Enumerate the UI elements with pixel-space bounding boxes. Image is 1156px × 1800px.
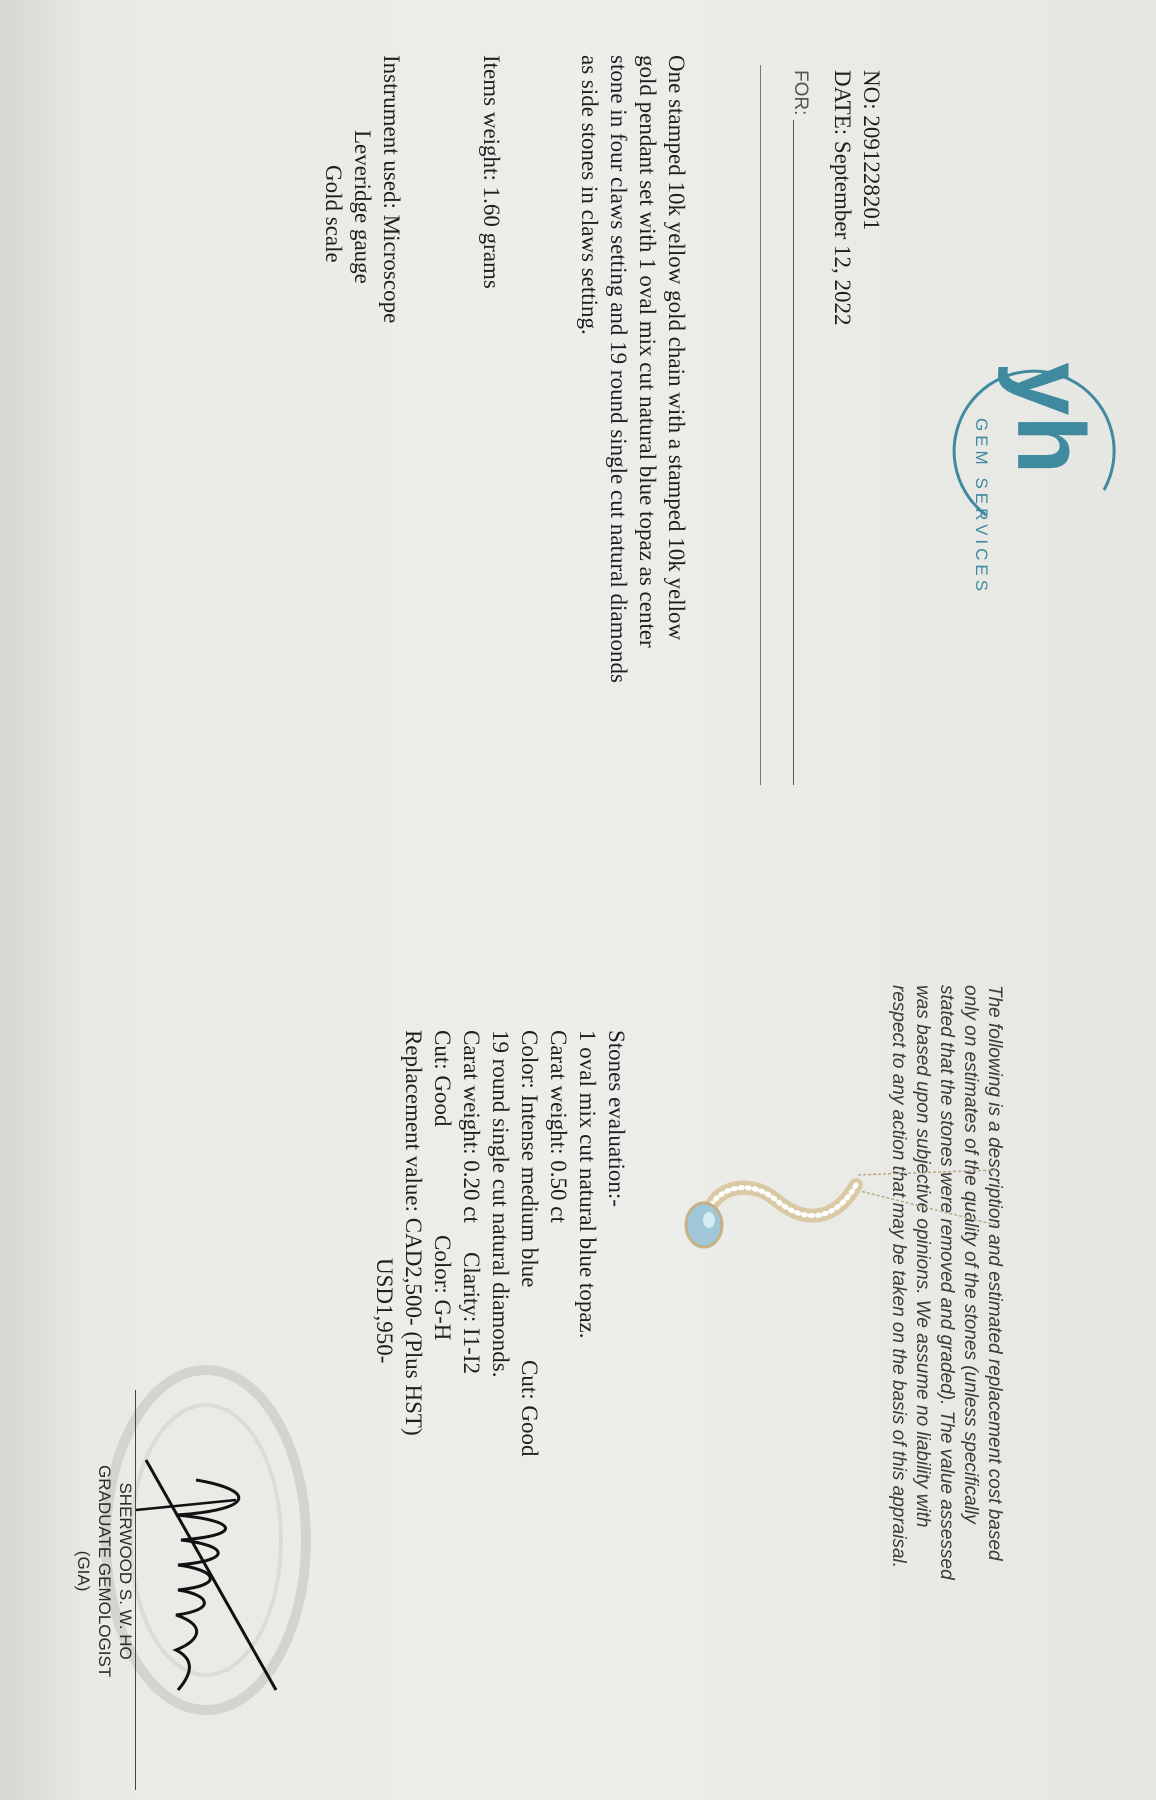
disclaimer-line: respect to any action that may be taken on the basis of this appraisal. — [888, 985, 909, 1569]
usd-value: USD1,950- — [372, 1258, 397, 1364]
instruments-label: Instrument used: Microscope — [379, 55, 404, 324]
diamonds-color: Color: G-H — [430, 1235, 455, 1341]
description-line: gold pendant set with 1 oval mix cut natural blue topaz as center — [635, 55, 660, 648]
signature — [126, 1440, 296, 1740]
for-label: FOR: — [790, 70, 811, 116]
diamonds-carat: Carat weight: 0.20 ct — [459, 1030, 484, 1223]
description-line: One stamped 10k yellow gold chain with a stamped 10k yellow — [664, 55, 689, 641]
disclaimer-line: only on estimates of the quality of the stones (unless specifically — [960, 985, 981, 1524]
disclaimer-line: was based upon subjective opinions. We assume no liability with — [912, 985, 933, 1528]
diamonds-cut: Cut: Good — [430, 1030, 455, 1127]
replacement-value: Replacement value: CAD2,500- (Plus HST) — [401, 1030, 426, 1436]
topaz-cut: Cut: Good — [517, 1360, 542, 1457]
instrument-item: Leveridge gauge — [350, 130, 375, 284]
items-weight: Items weight: 1.60 grams — [479, 55, 504, 289]
description-line: as side stones in claws setting. — [577, 55, 602, 335]
stones-evaluation — [370, 1030, 631, 1456]
stones-heading: Stones evaluation:- — [604, 1030, 629, 1207]
diamonds-description: 19 round single cut natural diamonds. — [488, 1030, 513, 1378]
disclaimer-line: The following is a description and estimated replacement cost based — [984, 985, 1005, 1561]
signatory-credential: (GIA) — [74, 1550, 93, 1592]
disclaimer-line: stated that the stones were removed and graded). The value assessed — [936, 985, 957, 1580]
signatory — [73, 1465, 136, 1677]
logo-wordmark: GEM SERVICES — [972, 418, 991, 596]
certificate-number: NO: 2091228201 — [859, 70, 884, 231]
signatory-name: SHERWOOD S. W. HO — [116, 1482, 135, 1660]
topaz-color: Color: Intense medium blue — [517, 1030, 542, 1288]
signatory-title: GRADUATE GEMOLOGIST — [95, 1465, 114, 1678]
diamonds-clarity: Clarity: I1-I2 — [459, 1252, 484, 1374]
divider-line — [760, 65, 761, 785]
for-underline — [793, 120, 794, 785]
description-line: stone in four claws setting and 19 round single cut natural diamonds — [606, 55, 631, 683]
instruments-used — [319, 55, 406, 323]
logo-monogram: yh — [997, 362, 1104, 475]
item-description — [575, 55, 691, 683]
topaz-carat: Carat weight: 0.50 ct — [546, 1030, 571, 1223]
instrument-item: Gold scale — [321, 165, 346, 263]
pendant-photo — [676, 1130, 1006, 1290]
certificate-date: DATE: September 12, 2022 — [830, 70, 855, 326]
topaz-description: 1 oval mix cut natural blue topaz. — [575, 1030, 600, 1339]
company-logo — [926, 300, 1126, 600]
